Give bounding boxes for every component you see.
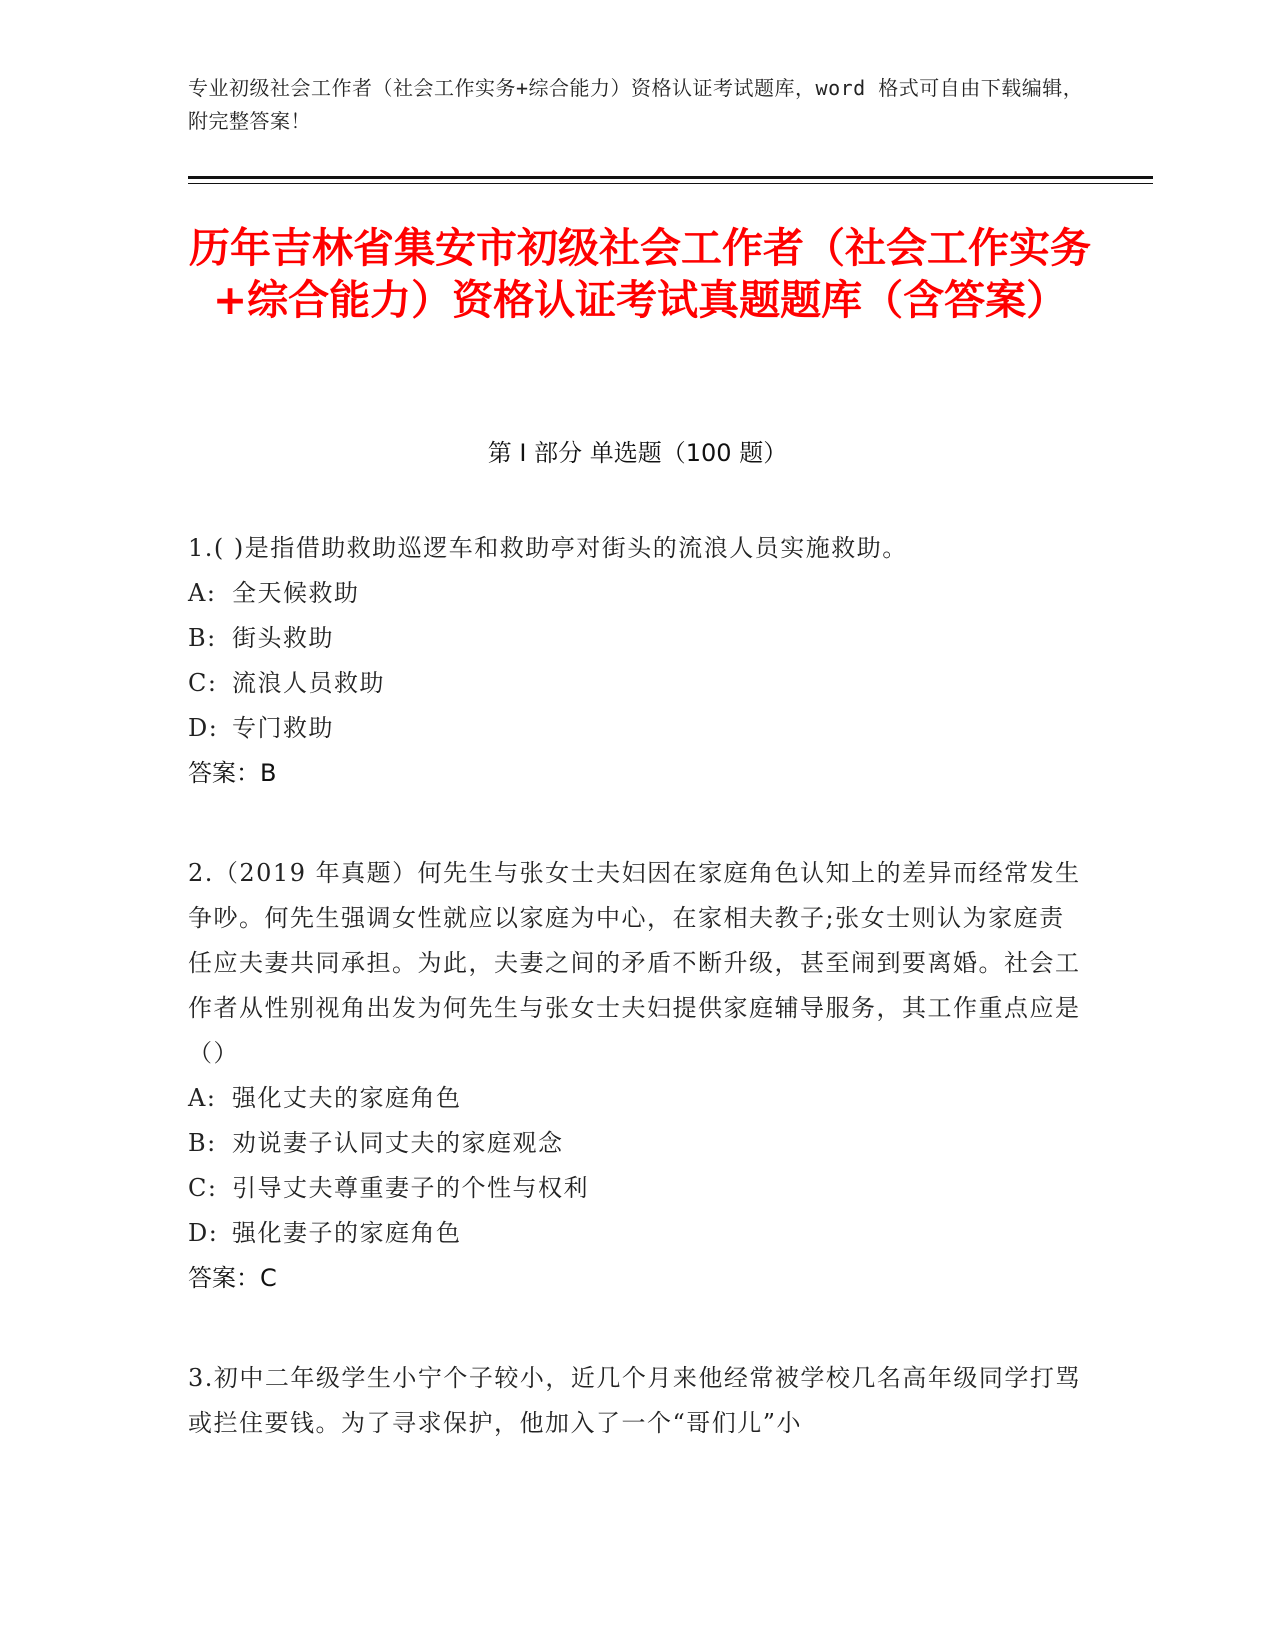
option-text: 强化丈夫的家庭角色 bbox=[232, 1084, 462, 1112]
option-key: B: bbox=[188, 1129, 217, 1157]
option-key: A: bbox=[188, 579, 217, 607]
option-key: A: bbox=[188, 1084, 217, 1112]
header-note: 专业初级社会工作者（社会工作实务+综合能力）资格认证考试题库，word 格式可自由下载编辑，附完整答案！ bbox=[188, 76, 1084, 133]
question-text: 2.（2019 年真题）何先生与张女士夫妇因在家庭角色认知上的差异而经常发生争吵。何先生强调女性就应以家庭为中心，在家相夫教子;张女士则认为家庭责任应夫妻共同承担。为此，夫妻之间的矛盾不断升级，甚至闹到要离婚。社会工作者从性别视角出发为何先生与张女士夫妇提供家庭辅导服务，其工作重点应是（） bbox=[188, 859, 1081, 1067]
question-list bbox=[188, 526, 1088, 1501]
section-title: 第 I 部分 单选题（100 题） bbox=[487, 439, 788, 467]
option-key: B: bbox=[188, 624, 217, 652]
question-2 bbox=[188, 851, 1088, 1301]
option-text: 引导丈夫尊重妻子的个性与权利 bbox=[232, 1174, 589, 1202]
option-text: 流浪人员救助 bbox=[232, 669, 385, 697]
option-key: C: bbox=[188, 1174, 218, 1202]
option-a bbox=[188, 571, 1088, 616]
question-3 bbox=[188, 1356, 1088, 1446]
question-text: 1.( )是指借助救助巡逻车和救助亭对街头的流浪人员实施救助。 bbox=[188, 534, 908, 562]
option-text: 街头救助 bbox=[232, 624, 334, 652]
option-d bbox=[188, 1211, 1088, 1256]
header-rule-thick bbox=[188, 176, 1153, 179]
option-text: 劝说妻子认同丈夫的家庭观念 bbox=[232, 1129, 564, 1157]
option-text: 强化妻子的家庭角色 bbox=[232, 1219, 462, 1247]
option-c bbox=[188, 1166, 1088, 1211]
option-text: 全天候救助 bbox=[232, 579, 360, 607]
question-text: 3.初中二年级学生小宁个子较小，近几个月来他经常被学校几名高年级同学打骂或拦住要钱。为了寻求保护，他加入了一个“哥们儿”小 bbox=[188, 1364, 1081, 1437]
option-d bbox=[188, 706, 1088, 751]
header-rule-thin bbox=[188, 183, 1153, 184]
answer: 答案：B bbox=[188, 759, 277, 787]
option-key: C: bbox=[188, 669, 218, 697]
option-text: 专门救助 bbox=[232, 714, 334, 742]
document-title: 历年吉林省集安市初级社会工作者（社会工作实务+综合能力）资格认证考试真题题库（含答案） bbox=[189, 224, 1091, 324]
option-key: D: bbox=[188, 1219, 219, 1247]
option-a bbox=[188, 1076, 1088, 1121]
option-c bbox=[188, 661, 1088, 706]
option-b bbox=[188, 616, 1088, 661]
answer: 答案：C bbox=[188, 1264, 277, 1292]
option-key: D: bbox=[188, 714, 219, 742]
option-b bbox=[188, 1121, 1088, 1166]
question-1 bbox=[188, 526, 1088, 796]
